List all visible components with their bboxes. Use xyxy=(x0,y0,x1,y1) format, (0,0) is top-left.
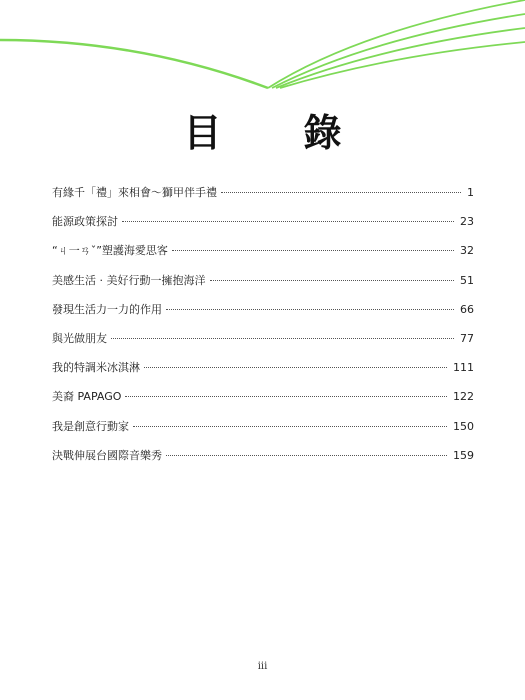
toc-entry-page: 1 xyxy=(467,186,474,199)
toc-entry-page: 77 xyxy=(460,331,474,345)
toc-entry-label: 我是創意行動家 xyxy=(52,419,129,433)
toc-entry-page: 111 xyxy=(453,361,474,375)
toc-entry-label: “ㄐ一ㄢˇ”塑護海愛思客 xyxy=(52,244,168,258)
toc-leader-dots xyxy=(221,192,461,193)
toc-entry-page: 32 xyxy=(460,244,474,258)
toc-entry[interactable] xyxy=(52,330,474,359)
toc-entry-page: 23 xyxy=(460,215,474,229)
toc-entry-label: 美裔 PAPAGO xyxy=(52,390,122,404)
toc-entry[interactable] xyxy=(52,213,474,242)
toc-entry-label: 決戰伸展台國際音樂秀 xyxy=(52,448,162,462)
table-of-contents xyxy=(52,184,474,476)
toc-leader-dots xyxy=(125,396,447,397)
toc-entry[interactable] xyxy=(52,359,474,388)
toc-leader-dots xyxy=(166,455,447,456)
page-title: 目 錄 xyxy=(183,110,364,155)
toc-entry-page: 51 xyxy=(460,273,474,287)
book-left-page-edge xyxy=(0,40,268,88)
toc-entry[interactable] xyxy=(52,184,474,213)
toc-leader-dots xyxy=(210,280,455,281)
toc-entry-label: 與光做朋友 xyxy=(52,331,107,345)
toc-entry[interactable] xyxy=(52,447,474,476)
toc-entry-label: 能源政策探討 xyxy=(52,215,118,229)
toc-leader-dots xyxy=(172,250,454,251)
toc-entry[interactable] xyxy=(52,388,474,417)
toc-entry-page: 159 xyxy=(453,448,474,462)
toc-entry[interactable] xyxy=(52,301,474,330)
toc-entry-label: 有緣千「禮」來相會～獅甲伴手禮 xyxy=(52,186,217,199)
toc-leader-dots xyxy=(122,221,454,222)
toc-leader-dots xyxy=(111,338,454,339)
toc-entry[interactable] xyxy=(52,418,474,447)
toc-entry-page: 122 xyxy=(453,390,474,404)
toc-entry-page: 150 xyxy=(453,419,474,433)
toc-entry-label: 發現生活力一力的作用 xyxy=(52,302,162,316)
toc-leader-dots xyxy=(144,367,447,368)
toc-leader-dots xyxy=(166,309,454,310)
page-number: iii xyxy=(257,661,268,672)
toc-entry-label: 美感生活 ‧ 美好行動一擁抱海洋 xyxy=(52,273,206,287)
open-book-decoration xyxy=(0,0,525,95)
toc-entry[interactable] xyxy=(52,272,474,301)
toc-leader-dots xyxy=(133,426,447,427)
toc-entry[interactable] xyxy=(52,242,474,271)
toc-entry-page: 66 xyxy=(460,302,474,316)
toc-entry-label: 我的特調米冰淇淋 xyxy=(52,361,140,375)
